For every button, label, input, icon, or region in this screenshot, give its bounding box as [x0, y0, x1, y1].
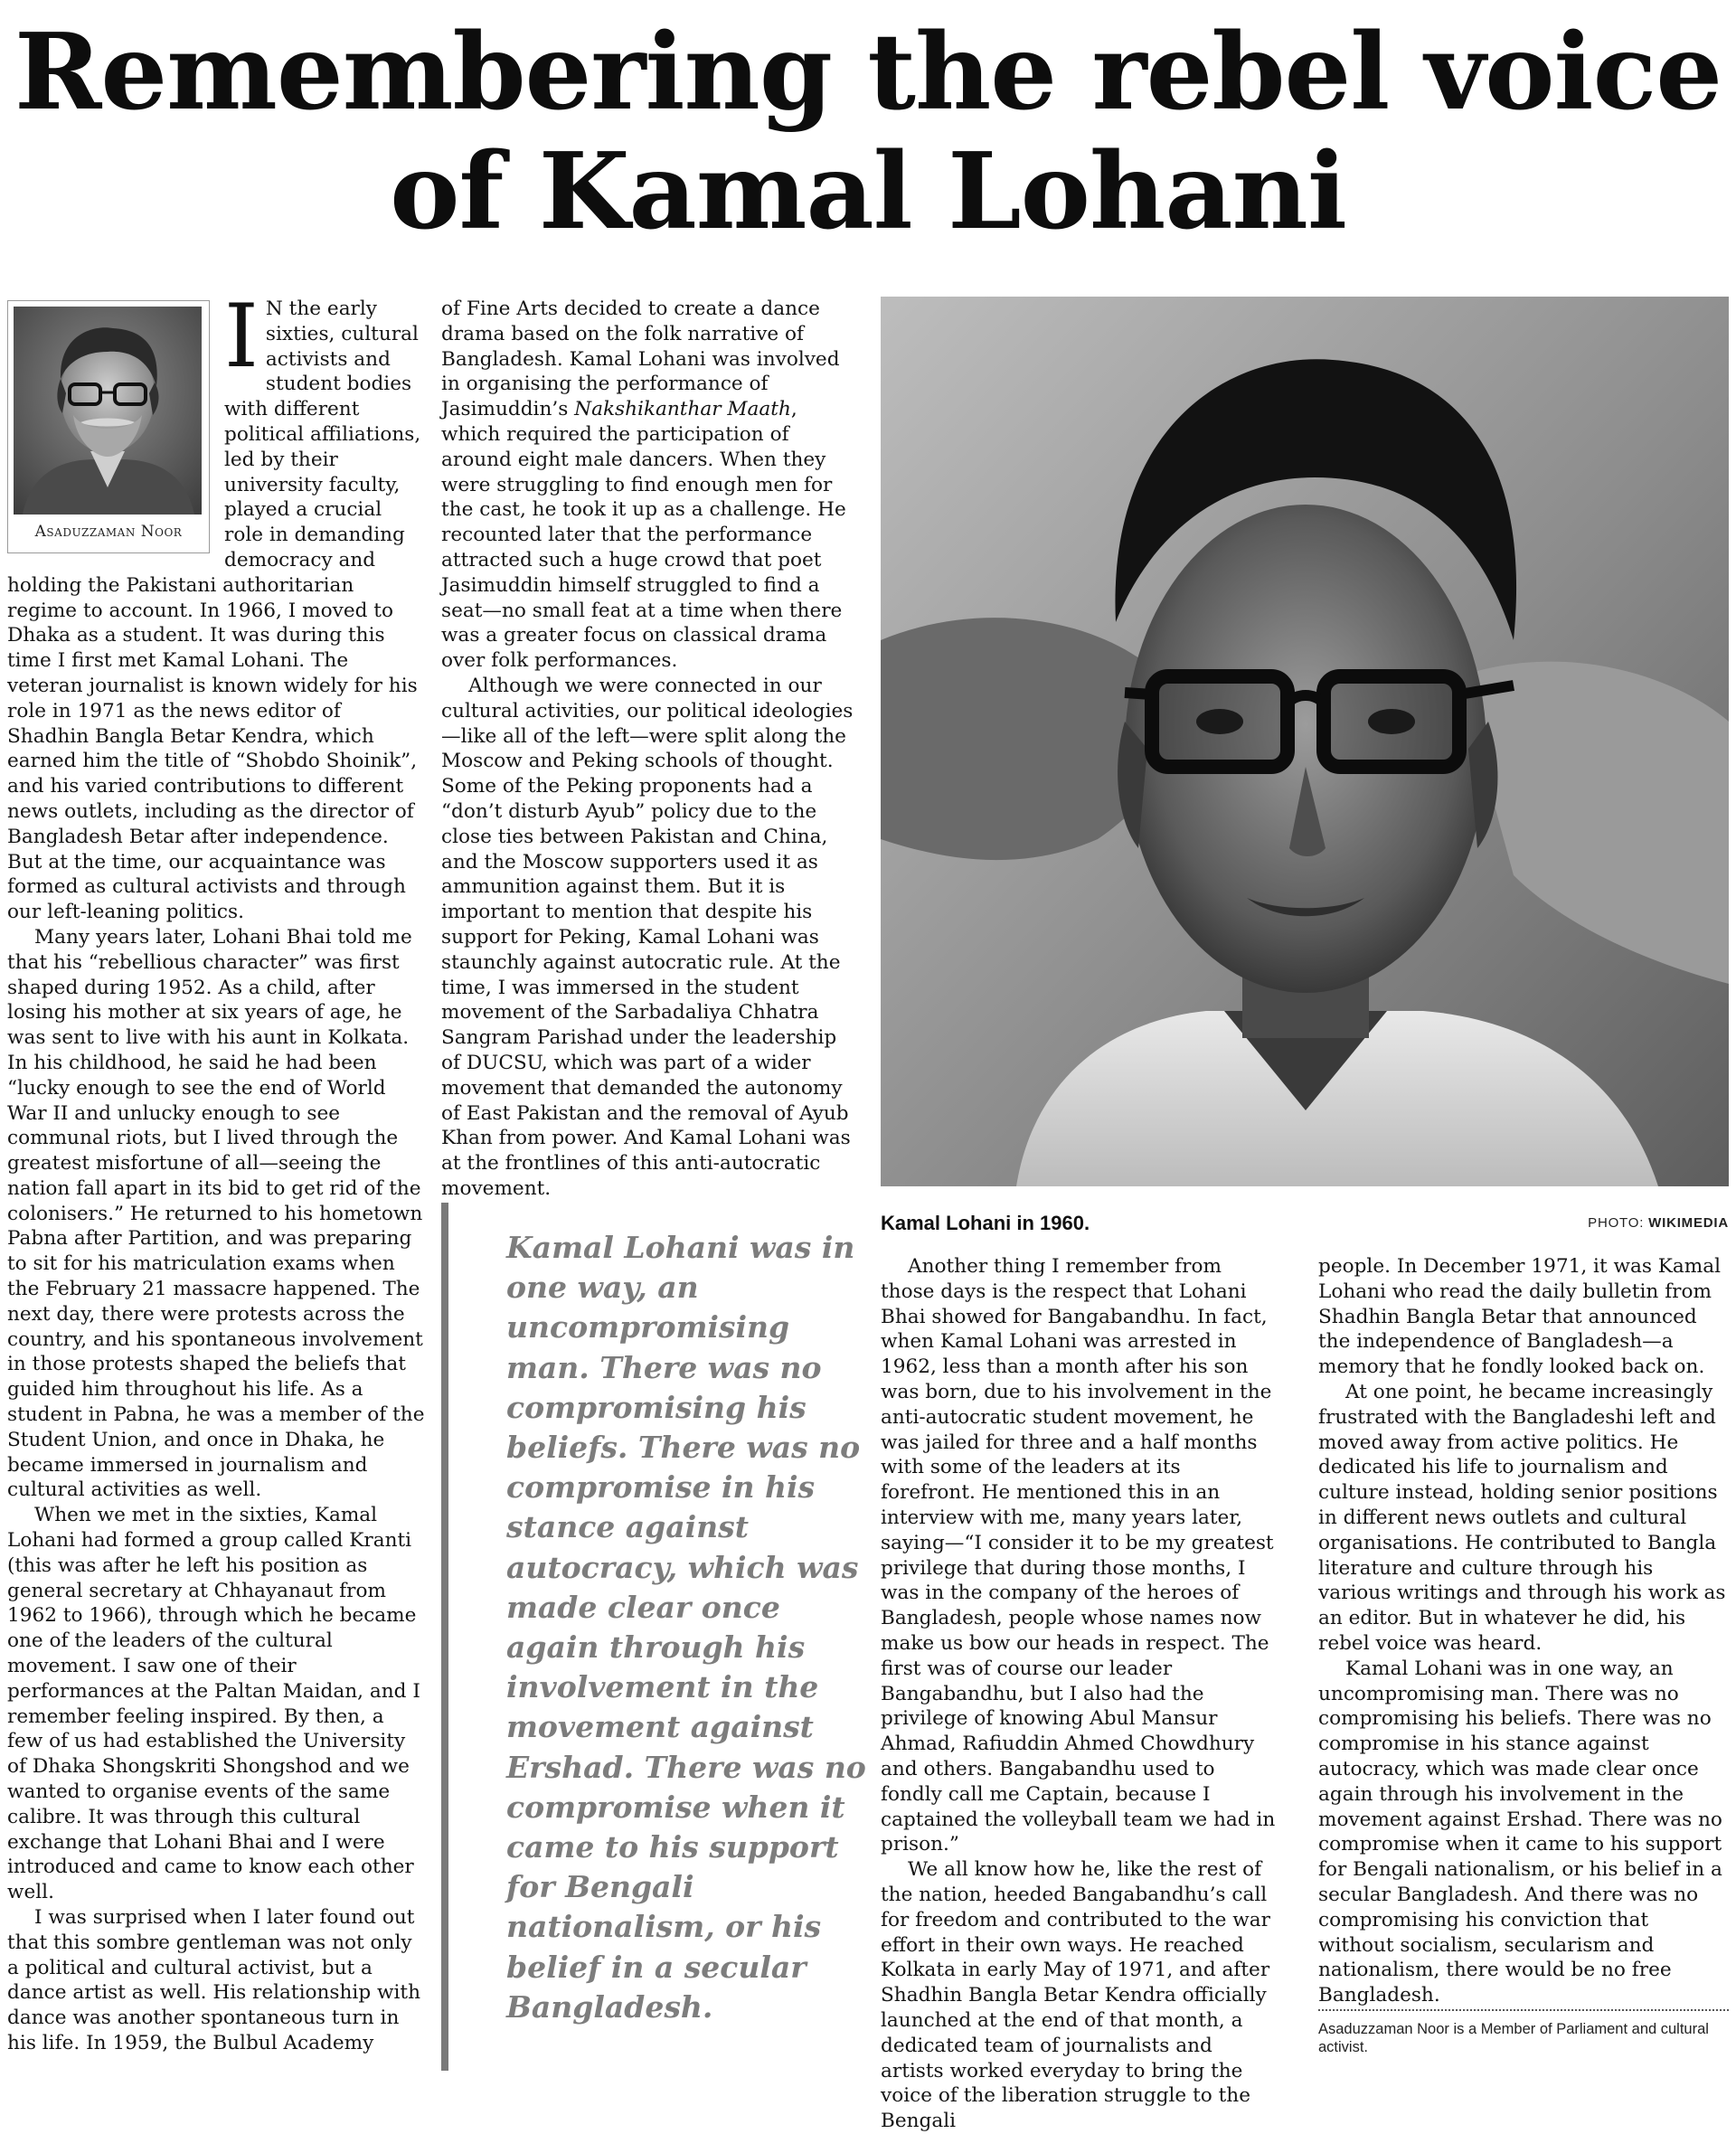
paragraph: Kamal Lohani was in one way, an uncompromising man. There was no compromising his beliefs. There was no compromise in his stance against autocracy, which was made clear once again through his involvement in the movement against Ershad. There was no compromise when it came to his support for Bengali nationalism, or his belief in a secular Bangladesh. And there was no compromising his conviction that without socialism, secularism and nationalism, there would be no free Bangladesh. — [1318, 1657, 1722, 2007]
article-column-2 — [441, 297, 857, 1200]
paragraph: When we met in the sixties, Kamal Lohani had formed a group called Kranti (this was after he left his position as general secretary at Chhayanaut from 1962 to 1966), through which he became one of the leaders of the cultural movement. I saw one of their performances at the Paltan Maidan, and I remember feeling inspired. By then, a few of us had established the University of Dhaka Shongskriti Shongshod and we wanted to organise events of the same calibre. It was through this cultural exchange that Lohani Bhai and I were introduced and came to know each other well. — [7, 1504, 420, 1904]
paragraph: Many years later, Lohani Bhai told me that his “rebellious character” was first shaped during 1952. As a child, after losing his mother at six years of age, he was sent to live with his aunt in Kolkata. In his childhood, he said he had been “lucky enough to see the end of World War II and unlucky enough to see communal riots, but I lived through the greatest misfortune of all—seeing the nation fall apart in its bid to get rid of the colonisers.” He returned to his hometown Pabna after Partition, and was preparing to sit for his matriculation exams when the February 21 massacre happened. The next day, there were protests across the country, and his spontaneous involvement in those protests shaped the beliefs that guided him throughout his life. As a student in Pabna, he was a member of the Student Union, and once in Dhaka, he became immersed in journalism and cultural activities as well. — [7, 925, 425, 1502]
author-box — [7, 300, 210, 553]
paragraph-continued: people. In December 1971, it was Kamal Lohani who read the daily bulletin from Shadhin Bangla Betar that announced the independence of Bangladesh—a memory that he fondly looked back on. — [1318, 1255, 1722, 1379]
author-bio: Asaduzzaman Noor is a Member of Parliament and cultural activist. — [1318, 2021, 1709, 2055]
article-column-4 — [1318, 1254, 1729, 2007]
pullquote-bar — [441, 1203, 448, 2071]
paragraph: I was surprised when I later found out that this sombre gentleman was not only a political and cultural activist, but a dance artist as well. His relationship with dance was another spontaneous turn in his life. In 1959, the Bulbul Academy — [7, 1906, 420, 2054]
drop-cap: I — [224, 286, 259, 387]
kamal-lohani-photo — [881, 297, 1729, 1186]
credit-source: WIKIMEDIA — [1648, 1215, 1729, 1231]
paragraph-continued — [441, 297, 857, 674]
author-photo — [14, 307, 202, 515]
book-title: Nakshikanthar Maath — [574, 398, 791, 421]
photo-caption — [881, 1212, 1729, 1239]
paragraph-text: of Fine Arts decided to create a dance drama based on the folk narrative of Bangladesh. Kamal Lohani was involved in organising the performance of Jasimuddin’s — [441, 297, 840, 421]
paragraph-text: N the early sixties, cultural activists and student bodies with different political affiliations, led by their university faculty, played a crucial role in demanding democracy and holding the Pakistani authoritarian regime to account. In 1966, I moved to Dhaka as a student. It was during this time I first met Kamal Lohani. The veteran journalist is known widely for his role in 1971 as the news editor of Shadhin Bangla Betar Kendra, which earned him the title of “Shobdo Shoinik”, and his varied contributions to different news outlets, including as the director of Bangladesh Betar after independence. But at the time, our acquaintance was formed as cultural activists and through our left-leaning politics. — [7, 297, 421, 924]
photo-credit — [1588, 1215, 1729, 1231]
paragraph: At one point, he became increasingly frustrated with the Bangladeshi left and moved away from active politics. He dedicated his life to journalism and culture instead, holding senior positions in different news outlets and cultural organisations. He contributed to Bangla literature and culture through his various writings and through his work as an editor. But in whatever he did, his rebel voice was heard. — [1318, 1380, 1726, 1655]
headline-line-2: of Kamal Lohani — [390, 130, 1346, 253]
headline — [0, 13, 1736, 251]
paragraph: We all know how he, like the rest of the nation, heeded Bangabandhu’s call for freedom and contributed to the war effort in their own ways. He reached Kolkata in early May of 1971, and after Shadhin Bangla Betar Kendra officially launched at the end of that month, a dedicated team of journalists and artists worked everyday to bring the voice of the liberation struggle to the Bengali — [881, 1858, 1270, 2133]
article-column-1 — [7, 286, 425, 2078]
paragraph: Although we were connected in our cultural activities, our political ideologies—like all of the left—were split along the Moscow and Peking schools of thought. Some of the Peking proponents had a “don’t disturb Ayub” policy due to the close ties between Pakistan and China, and the Moscow supporters used it as ammunition against them. But it is important to mention that despite his support for Peking, Kamal Lohani was staunchly against autocratic rule. At the time, I was immersed in the student movement of the Sarbadaliya Chhatra Sangram Parishad under the leadership of DUCSU, which was part of a wider movement that demanded the autonomy of East Pakistan and the removal of Ayub Khan from power. And Kamal Lohani was at the frontlines of this anti-autocratic movement. — [441, 674, 854, 1200]
caption-text: Kamal Lohani in 1960. — [881, 1212, 1090, 1234]
bio-divider — [1318, 2009, 1729, 2011]
headline-line-1: Remembering the rebel voice — [14, 11, 1722, 134]
article-column-3 — [881, 1254, 1280, 2133]
credit-label: PHOTO: — [1588, 1215, 1649, 1231]
author-name: Asaduzzaman Noor — [34, 523, 183, 541]
paragraph: Another thing I remember from those days is the respect that Lohani Bhai showed for Bangabandhu. In fact, when Kamal Lohani was arrested in 1962, less than a month after his son was born, due to his involvement in the anti-autocratic student movement, he was jailed for three and a half months with some of the leaders at its forefront. He mentioned this in an interview with me, many years later, saying—“I consider it to be my greatest privilege that during those months, I was in the company of the heroes of Bangladesh, people whose names now make us bow our heads in respect. The first was of course our leader Bangabandhu, but I also had the privilege of knowing Abul Mansur Ahmad, Rafiuddin Ahmed Chowdhury and others. Bangabandhu used to fondly call me Captain, because I captained the volleyball team we had in prison.” — [881, 1255, 1276, 1856]
pullquote: Kamal Lohani was in one way, an uncompromising man. There was no compromising his beliefs. There was no compromise in his stance against autocracy, which was made clear once again through his involvement in the movement against Ershad. There was no compromise when it came to his support for Bengali nationalism, or his belief in a secular Bangladesh. — [506, 1230, 866, 2025]
paragraph-text: , which required the participation of around eight male dancers. When they were struggling to find enough men for the cast, he took it up as a challenge. He recounted later that the performance attracted such a huge crowd that poet Jasimuddin himself struggled to find a seat—no small feat at a time when there was a greater focus on classical drama over folk performances. — [441, 398, 846, 673]
